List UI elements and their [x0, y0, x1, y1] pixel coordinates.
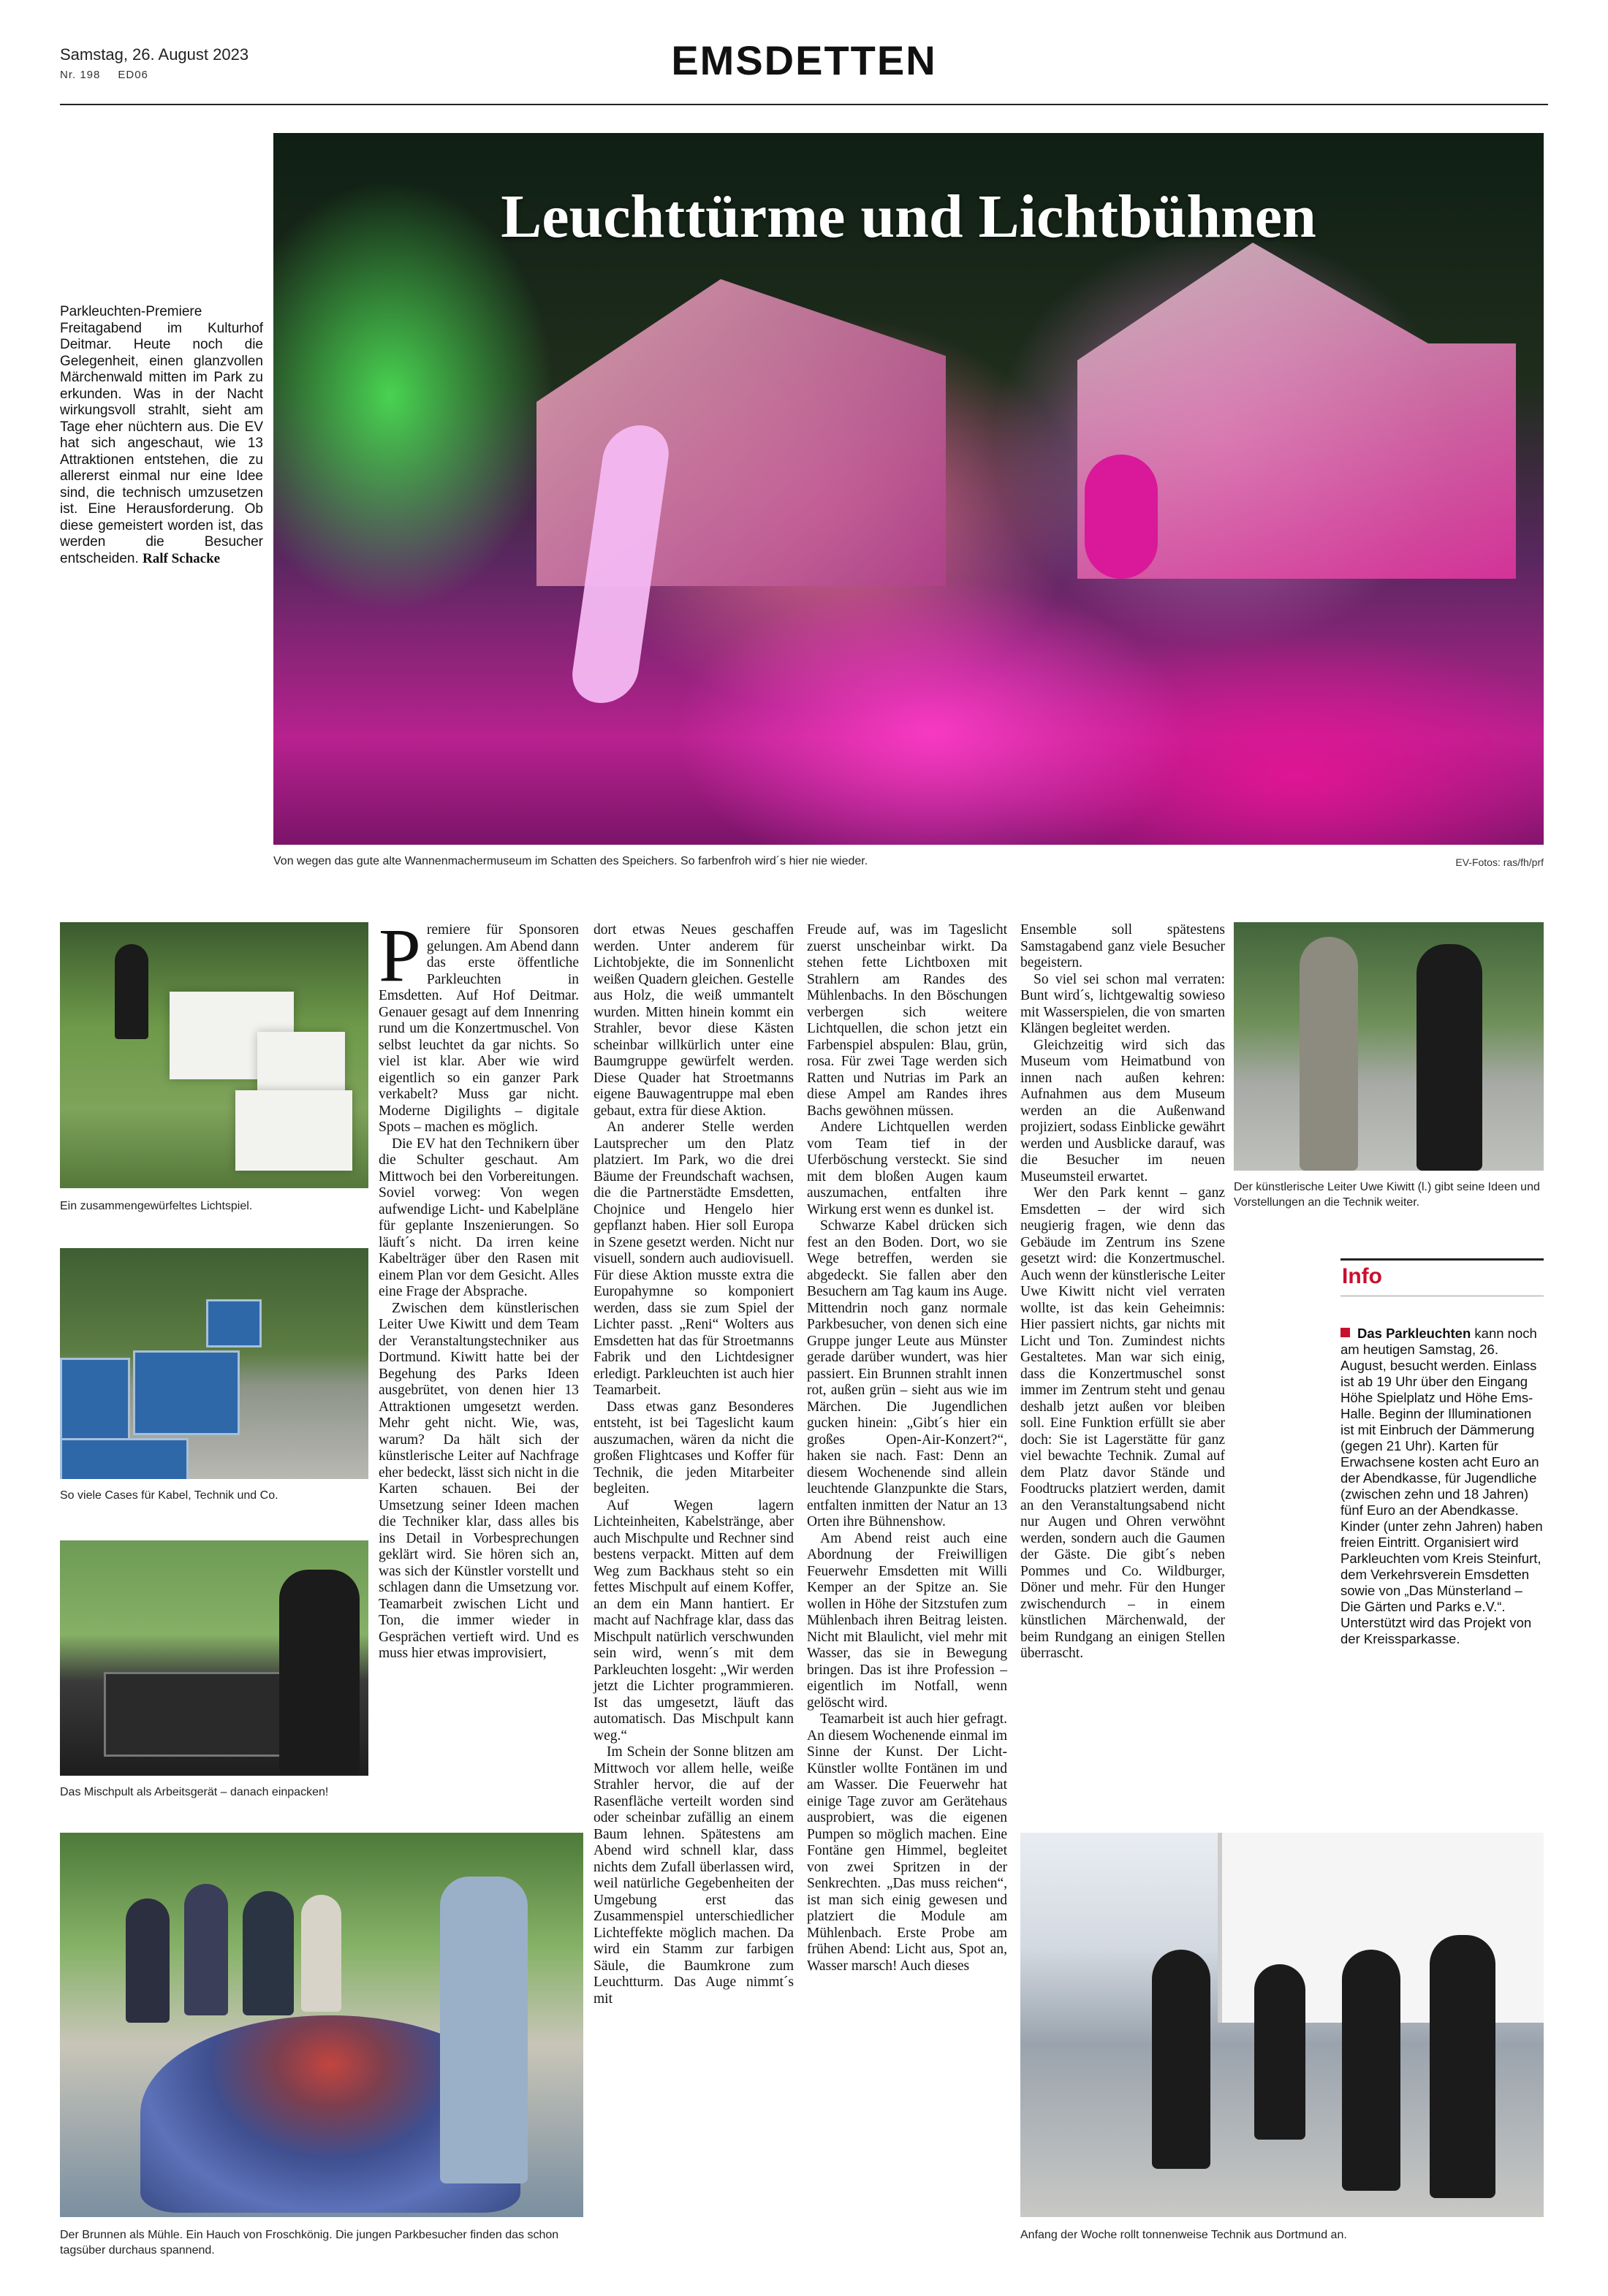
caption-photo5: Der künstlerische Leiter Uwe Kiwitt (l.) gibt seine Ideen und Vorstellungen an die Technik weiter.	[1234, 1181, 1540, 1209]
article-column-3	[807, 922, 1007, 1974]
caption-photo2: So viele Cases für Kabel, Technik und Co.	[60, 1489, 278, 1502]
visitor-figure	[184, 1884, 228, 2015]
article-paragraph: Die EV hat den Technikern über die Schulter geschaut. Am Mittwoch bei den Vorbereitungen. Soviel vorweg: Von wegen aufwendige Licht- und Kabelpläne für geplante Inszenierungen. So läuft´s nicht. Da irren keine Kabelträger über den Rasen mit einem Plan vor dem Gesicht. Alles eine Frage der Absprache.	[379, 1136, 579, 1299]
photo-credit: EV-Fotos: ras/fh/prf	[1455, 856, 1544, 868]
photo-fountain-well	[60, 1833, 583, 2217]
teaser-body: Parkleuchten-Premiere Freitagabend im Kulturhof Deitmar. Heute noch die Gelegenheit, einen glanzvollen Märchenwald mitten im Park zu erkunden. Was in der Nacht wirkungsvoll strahlt, sieht am Tage eher nüchtern aus. Die EV hat sich angeschaut, wie 13 Attraktionen entstehen, die zu allererst einmal nur eine Idee sind, die technisch umzusetzen ist. Eine Herausforderung. Ob diese gemeistert worden ist, das werden die Besucher entscheiden.	[60, 304, 263, 566]
article-paragraph: An anderer Stelle werden Lautsprecher um den Platz platziert. Im Park, wo die drei Bäume der Freundschaft wachsen, die die Partnerstädte Emsdetten, Chojnice und Hengelo hier gepflanzt haben. Hier soll Europa in Szene gesetzt werden. Nicht nur visuell, sondern auch audiovisuell. Für diese Aktion musste extra die Europahymne so komponiert werden, dass sie zum Spiel der Lichter passt. „Reni“ Wolters aus Emsdetten hat das für Stroetmanns Fabrik und den Lichtdesigner erledigt. Parkleuchten ist auch hier Teamarbeit.	[593, 1120, 794, 1398]
photo-truck-unloading	[1020, 1833, 1544, 2217]
article-paragraph: dort etwas Neues geschaffen werden. Unter anderem für Lichtobjekte, die im Sonnenlicht weißen Quadern gleichen. Gestelle aus Holz, die weiß ummantelt wurden. Mitten hinein kommt ein Strahler, bevor diese Kästen scheinbar willkürlich unter eine Baumgruppe gewürfelt werden. Diese Quader hat Stroetmanns eigene Bauwagentruppe mal eben gebaut, extra für diese Aktion.	[593, 922, 794, 1119]
article-column-4	[1020, 922, 1225, 1662]
technician-figure	[1417, 944, 1482, 1171]
info-lead: Das Parkleuchten	[1357, 1326, 1471, 1341]
hero-caption: Von wegen das gute alte Wannenmachermuseum im Schatten des Speichers. So farbenfroh wird´s hier nie wieder.	[273, 855, 868, 867]
photo-light-cubes	[60, 922, 368, 1188]
worker-figure	[1254, 1964, 1305, 2140]
article-paragraph: Am Abend reist auch eine Abordnung der Freiwilligen Feuerwehr Emsdetten mit Willi Kemper an der Spitze an. Sie wollen in Höhe der Sitzstufen zum Mühlenbach ihren Beitrag leisten. Nicht mit Blaulicht, viel mehr mit Wasser, das sie in Bewegung bringen. Das ist ihre Profession – eigentlich im Notfall, wenn gelöscht wird.	[807, 1530, 1007, 1711]
article-paragraph: So viel sei schon mal verraten: Bunt wird´s, lichtgewaltig sowieso mit Wasserspielen, die von smarten Klängen begleitet werden.	[1020, 971, 1225, 1036]
hero-photo	[273, 133, 1544, 845]
issue-number: Nr. 198	[60, 69, 101, 81]
flight-case	[60, 1358, 130, 1450]
article-paragraph: Andere Lichtquellen werden vom Team tief in der Uferböschung versteckt. Sie sind mit dem bloßen Augen kaum auszumachen, entfalten ihre Wirkung erst wenn es dunkel ist.	[807, 1120, 1007, 1217]
photo-flight-cases	[60, 1248, 368, 1479]
photo-artistic-director	[1234, 922, 1544, 1171]
info-text	[1340, 1326, 1544, 1647]
edition-code: ED06	[118, 69, 148, 81]
visitor-figure	[301, 1895, 341, 2012]
drop-cap: P	[379, 913, 421, 997]
caption-photo3: Das Mischpult als Arbeitsgerät – danach einpacken!	[60, 1786, 329, 1798]
article-paragraph: Wer den Park kennt – ganz Emsdetten – der wird sich neugierig fragen, wie denn das Gebäude im Zentrum ins Szene gesetzt wird: die Konzertmuschel. Auch wenn der künstlerische Leiter Uwe Kiwitt nicht viel verraten wollte, ist das kein Geheimnis: Hier passiert nichts, gar nichts mit Licht und Ton. Zumindest nichts Gestaltetes. Man war sich einig, dass die Konzertmuschel sonst immer im Zentrum steht und genau deshalb jetzt außen vor bleiben soll. Eine Funktion erfüllt sie aber doch: Sie ist Lagerstätte für ganz viel bewachte Technik. Zumal auf dem Platz davor Stände und Foodtrucks platziert werden, damit an den Veranstaltungsabend nicht nur Augen und Ohren verwöhnt werden, sondern auch die Gaumen der Gäste. Die gibt´s neben Pommes und Co. Wildburger, Döner und mehr. Für den Hunger zwischendurch – in einem künstlichen Märchenwald, der beim Rundgang an einigen Stellen überrascht.	[1020, 1185, 1225, 1661]
article-paragraph: Dass etwas ganz Besonderes entsteht, ist bei Tageslicht kaum auszumachen, wären da nicht die großen Flightcases und Koffer für Technik, die jeden Mitarbeiter begleiten.	[593, 1399, 794, 1497]
info-box	[1340, 1258, 1544, 1647]
info-body: kann noch am heutigen Samstag, 26. August, besucht werden. Einlass ist ab 19 Uhr über den Eingang Höhe Spielplatz und Höhe Ems-Halle. Beginn der Illuminationen ist mit Einbruch der Dämmerung (gegen 21 Uhr). Karten für Erwachsene kosten acht Euro an der Abendkasse, für Jugendliche (zwischen zehn und 18 Jahren) fünf Euro an der Abendkasse. Kinder (unter zehn Jahren) haben freien Eintritt. Organisiert wird Parkleuchten vom Kreis Steinfurt, dem Verkehrsverein Emsdetten sowie von „Das Münsterland – Die Gärten und Parks e.V.“. Unterstützt wird das Projekt von der Kreissparkasse.	[1340, 1326, 1543, 1646]
flight-case	[133, 1350, 240, 1435]
photo-mixing-desk	[60, 1540, 368, 1776]
article-paragraph: Teamarbeit ist auch hier gefragt. An diesem Wochenende einmal im Sinne der Kunst. Der Licht-Künstler wollte Fontänen im und am Wasser. Die Feuerwehr hat einige Tage zuvor am Gerätehaus ausprobiert, was die eigenen Pumpen so möglich machen. Eine Fontäne gen Himmel, begleitet von zwei Spritzen in der Senkrechten. „Das muss reichen“, ist man sich einig gewesen und platziert die Module am Mühlenbach. Erste Probe am frühen Abend: Licht aus, Spot an, Wasser marsch! Auch dieses	[807, 1711, 1007, 1974]
article-paragraph: Schwarze Kabel drücken sich fest an den Boden. Dort, wo sie Wege betreffen, werden sie abgedeckt. Sie fallen aber den Besuchern am Tag kaum ins Auge. Mittendrin noch ganz normale Parkbesucher, von denen sich eine Gruppe junger Leute aus Münster gerade darüber wundert, was hier passiert. Ein Brunnen strahlt innen rot, außen grün – sieht aus wie im Märchen. Die Jugendlichen gucken hinein: „Gibt´s hier ein großes Open-Air-Konzert?“, haken sie nach. Fast: Denn an diesem Wochenende sind allein leuchtende Glanzpunkte die Stars, entfalten inmitten der Natur an 13 Orten ihre Bühnenshow.	[807, 1218, 1007, 1529]
article-paragraph: Im Schein der Sonne blitzen am Mittwoch vor allem helle, weiße Strahler hervor, die auf der Rasenfläche verteilt worden sind oder scheinbar zufällig an einem Baum lehnen. Spätestens am Abend wird schnell klar, dass nichts dem Zufall überlassen wird, weil natürliche Gegebenheiten der Umgebung erst das Zusammenspiel unterschiedlicher Lichteffekte möglich machen. Da wird ein Stamm zur farbigen Säule, die Baumkrone zum Leuchtturm. Das Auge nimmt´s mit	[593, 1744, 794, 2007]
teaser-text	[60, 304, 263, 567]
white-cube	[235, 1090, 352, 1171]
worker-figure	[115, 944, 148, 1039]
flight-case	[206, 1299, 262, 1347]
info-heading: Info	[1340, 1258, 1544, 1296]
caption-photo6: Anfang der Woche rollt tonnenweise Technik aus Dortmund an.	[1020, 2229, 1347, 2241]
flight-case	[60, 1438, 189, 1479]
worker-figure	[1430, 1935, 1495, 2198]
article-paragraph: Premiere für Sponsoren gelungen. Am Abend dann das erste öffentliche Parkleuchten in Emsdetten. Auf Hof Deitmar. Genauer gesagt auf dem Innenring rund um die Konzertmuschel. Von selbst leuchtet da gar nichts. So viel ist klar. Aber wie wird eigentlich so ein ganzer Park verkabelt? Muss gar nicht. Moderne Digilights – digitale Spots – machen es möglich.	[379, 913, 579, 1135]
article-paragraph: Gleichzeitig wird sich das Museum vom Heimatbund von innen nach außen kehren: Aufnahmen aus dem Museum werden an die Außenwand projiziert, sodass Einblicke gewährt werden und Ausblicke darauf, was die Besucher im neuen Museumsteil erwartet.	[1020, 1037, 1225, 1185]
technician-figure	[279, 1570, 360, 1774]
hero-light-sculpture-2	[1085, 455, 1158, 579]
caption-photo1: Ein zusammengewürfeltes Lichtspiel.	[60, 1200, 253, 1212]
article-paragraph: Zwischen dem künstlerischen Leiter Uwe Kiwitt und dem Team der Veranstaltungstechniker aus Dortmund. Kiwitt hatte bei der Begehung des Parks Ideen ausgebrütet, von denen hier 13 Attraktionen umgesetzt werden. Mehr geht nicht. Wie, was, warum? Da hält sich der künstlerische Leiter auf Nachfrage eher bedeckt, lässt sich nicht in die Karten schauen. Bei der Umsetzung seiner Ideen machen die Techniker klar, dass alles bis ins Detail in Vorbesprechungen geklärt wird. Sie hören sich an, was sich der Künstler vorstellt und schlagen dann die Umsetzung vor. Teamarbeit zwischen Licht und Ton, die immer wieder in Gesprächen vertieft wird. Und es muss hier etwas improvisiert,	[379, 1300, 579, 1661]
article-headline: Leuchttürme und Lichtbühnen	[501, 183, 1316, 251]
issue-date: Samstag, 26. August 2023	[60, 45, 249, 64]
mixing-console	[104, 1672, 284, 1757]
bullet-square-icon	[1340, 1328, 1350, 1337]
visitor-figure	[126, 1898, 170, 2023]
header-rule	[60, 104, 1548, 105]
author-name: Ralf Schacke	[143, 550, 221, 566]
worker-figure	[1342, 1950, 1400, 2191]
article-paragraph: Auf Wegen lagern Lichteinheiten, Kabelstränge, aber auch Mischpulte und Rechner sind bestens verpackt. Mitten auf dem Weg zum Backhaus steht so ein fettes Mischpult auf einem Koffer, an dem ein Mann hantiert. Er macht auf Nachfrage klar, dass das Mischpult natürlich verschwunden sein wird, wenn´s mit dem Parkleuchten losgeht: „Wir werden jetzt die Lichter programmieren. Ist das umgesetzt, läuft das automatisch. Das Mischpult kann weg.“	[593, 1497, 794, 1744]
visitor-figure	[243, 1891, 294, 2015]
article-paragraph: Freude auf, was im Tageslicht zuerst unscheinbar wirkt. Da stehen fette Lichtboxen mit Strahlern am Randes des Mühlenbachs. In den Böschungen verbergen sich weitere Lichtquellen, die schon jetzt ein Farbenspiel abspulen: Blau, grün, rosa. Für zwei Tage werden sich Ratten und Nutrias im Park an diese Ampel am Randes ihres Bachs gewöhnen müssen.	[807, 922, 1007, 1119]
visitor-figure	[440, 1877, 528, 2183]
worker-figure	[1152, 1950, 1210, 2169]
section-title: EMSDETTEN	[671, 37, 937, 83]
article-paragraph: Ensemble soll spätestens Samstagabend ganz viele Besucher begeistern.	[1020, 922, 1225, 970]
article-column-2	[593, 922, 794, 2007]
caption-photo4: Der Brunnen als Mühle. Ein Hauch von Froschkönig. Die jungen Parkbesucher finden das schon tagsüber durchaus spannend.	[60, 2229, 559, 2257]
article-column-1	[379, 913, 579, 1662]
director-figure	[1300, 937, 1358, 1171]
